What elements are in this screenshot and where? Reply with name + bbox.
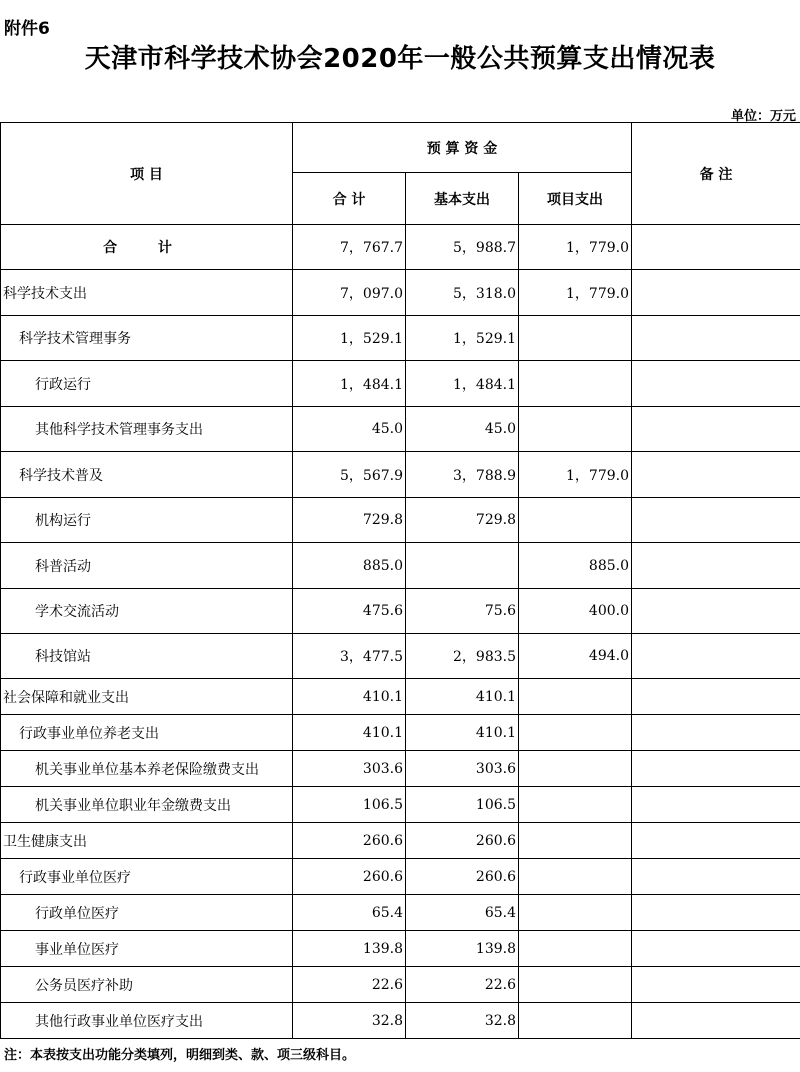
- row-item-name: 行政运行: [1, 361, 293, 407]
- row-item-name: 科学技术管理事务: [1, 316, 293, 361]
- row-item-name: 科普活动: [1, 543, 293, 589]
- row-item-name: 其他行政事业单位医疗支出: [1, 1003, 293, 1039]
- row-remark: [632, 859, 800, 895]
- row-project: 494.0: [519, 634, 632, 679]
- table-row: [1, 931, 800, 967]
- row-basic: 1，484.1: [406, 361, 519, 407]
- unit-label: 单位：万元: [730, 109, 796, 124]
- row-item-name: 科学技术普及: [1, 452, 293, 498]
- row-total: 45.0: [293, 407, 406, 452]
- row-basic: 410.1: [406, 715, 519, 751]
- row-project: 1，779.0: [519, 452, 632, 498]
- row-basic: 3，788.9: [406, 452, 519, 498]
- row-total: 106.5: [293, 787, 406, 823]
- row-project: [519, 967, 632, 1003]
- row-item-name: 公务员医疗补助: [1, 967, 293, 1003]
- table-row: [1, 859, 800, 895]
- row-project: [519, 823, 632, 859]
- row-project: [519, 679, 632, 715]
- table-row: [1, 407, 800, 452]
- page-title: 天津市科学技术协会2020年一般公共预算支出情况表: [84, 44, 716, 74]
- row-total: 475.6: [293, 589, 406, 634]
- row-item-name: 事业单位医疗: [1, 931, 293, 967]
- row-remark: [632, 1003, 800, 1039]
- table-row: [1, 498, 800, 543]
- row-item-name: 卫生健康支出: [1, 823, 293, 859]
- header-basic: 基本支出: [406, 173, 519, 225]
- row-remark: [632, 361, 800, 407]
- row-total: 22.6: [293, 967, 406, 1003]
- row-item-name: 行政事业单位养老支出: [1, 715, 293, 751]
- row-remark: [632, 634, 800, 679]
- row-remark: [632, 270, 800, 316]
- row-total: 1，484.1: [293, 361, 406, 407]
- total-row-remark: [632, 225, 800, 270]
- row-basic: 260.6: [406, 823, 519, 859]
- row-basic: 139.8: [406, 931, 519, 967]
- table-row: [1, 361, 800, 407]
- row-item-name: 社会保障和就业支出: [1, 679, 293, 715]
- row-project: [519, 1003, 632, 1039]
- row-remark: [632, 589, 800, 634]
- total-row-basic: 5，988.7: [406, 225, 519, 270]
- row-basic: 32.8: [406, 1003, 519, 1039]
- table-row: [1, 452, 800, 498]
- row-basic: 410.1: [406, 679, 519, 715]
- row-project: [519, 787, 632, 823]
- table-row: [1, 787, 800, 823]
- row-item-name: 科技馆站: [1, 634, 293, 679]
- row-basic: 303.6: [406, 751, 519, 787]
- row-project: [519, 361, 632, 407]
- row-item-name: 机构运行: [1, 498, 293, 543]
- table-row: [1, 316, 800, 361]
- header-item: 项 目: [1, 123, 293, 225]
- row-remark: [632, 316, 800, 361]
- row-remark: [632, 823, 800, 859]
- row-total: 7，097.0: [293, 270, 406, 316]
- row-basic: 729.8: [406, 498, 519, 543]
- row-total: 139.8: [293, 931, 406, 967]
- row-basic: 5，318.0: [406, 270, 519, 316]
- header-remarks: 备 注: [632, 123, 800, 225]
- header-budget-funds: 预 算 资 金: [293, 123, 632, 173]
- header-total: 合 计: [293, 173, 406, 225]
- header-project: 项目支出: [519, 173, 632, 225]
- row-basic: 1，529.1: [406, 316, 519, 361]
- row-total: 32.8: [293, 1003, 406, 1039]
- row-total: 260.6: [293, 859, 406, 895]
- row-project: [519, 895, 632, 931]
- row-remark: [632, 452, 800, 498]
- row-total: 410.1: [293, 679, 406, 715]
- table-row: [1, 679, 800, 715]
- row-remark: [632, 895, 800, 931]
- row-project: 400.0: [519, 589, 632, 634]
- row-project: [519, 316, 632, 361]
- row-remark: [632, 751, 800, 787]
- row-remark: [632, 967, 800, 1003]
- table-row: [1, 589, 800, 634]
- row-basic: 75.6: [406, 589, 519, 634]
- row-project: 1，779.0: [519, 270, 632, 316]
- table-row: [1, 270, 800, 316]
- row-total: 410.1: [293, 715, 406, 751]
- row-basic: 45.0: [406, 407, 519, 452]
- row-total: 5，567.9: [293, 452, 406, 498]
- row-total: 303.6: [293, 751, 406, 787]
- table-row: [1, 895, 800, 931]
- row-item-name: 学术交流活动: [1, 589, 293, 634]
- table-row: [1, 715, 800, 751]
- row-project: [519, 859, 632, 895]
- total-row: [1, 225, 800, 270]
- row-remark: [632, 407, 800, 452]
- row-item-name: 行政单位医疗: [1, 895, 293, 931]
- row-remark: [632, 498, 800, 543]
- table-row: [1, 543, 800, 589]
- row-basic: 65.4: [406, 895, 519, 931]
- total-row-label: 合 计: [1, 225, 293, 270]
- row-project: [519, 751, 632, 787]
- row-remark: [632, 679, 800, 715]
- row-remark: [632, 543, 800, 589]
- row-basic: 260.6: [406, 859, 519, 895]
- row-total: 65.4: [293, 895, 406, 931]
- table-row: [1, 634, 800, 679]
- total-row-project: 1，779.0: [519, 225, 632, 270]
- row-item-name: 行政事业单位医疗: [1, 859, 293, 895]
- budget-table: [0, 122, 800, 1039]
- footnote: 注：本表按支出功能分类填列，明细到类、款、项三级科目。: [4, 1048, 356, 1063]
- table-row: [1, 967, 800, 1003]
- row-basic: 2，983.5: [406, 634, 519, 679]
- row-project: [519, 931, 632, 967]
- table-row: [1, 1003, 800, 1039]
- row-item-name: 科学技术支出: [1, 270, 293, 316]
- total-row-total: 7，767.7: [293, 225, 406, 270]
- row-total: 885.0: [293, 543, 406, 589]
- table-row: [1, 751, 800, 787]
- row-remark: [632, 787, 800, 823]
- row-total: 729.8: [293, 498, 406, 543]
- row-project: [519, 498, 632, 543]
- row-project: 885.0: [519, 543, 632, 589]
- attachment-label: 附件6: [4, 19, 50, 39]
- row-basic: 106.5: [406, 787, 519, 823]
- row-item-name: 机关事业单位基本养老保险缴费支出: [1, 751, 293, 787]
- row-item-name: 机关事业单位职业年金缴费支出: [1, 787, 293, 823]
- row-item-name: 其他科学技术管理事务支出: [1, 407, 293, 452]
- row-basic: [406, 543, 519, 589]
- row-remark: [632, 715, 800, 751]
- row-basic: 22.6: [406, 967, 519, 1003]
- row-total: 1，529.1: [293, 316, 406, 361]
- table-row: [1, 823, 800, 859]
- row-total: 3，477.5: [293, 634, 406, 679]
- row-remark: [632, 931, 800, 967]
- row-total: 260.6: [293, 823, 406, 859]
- row-project: [519, 715, 632, 751]
- row-project: [519, 407, 632, 452]
